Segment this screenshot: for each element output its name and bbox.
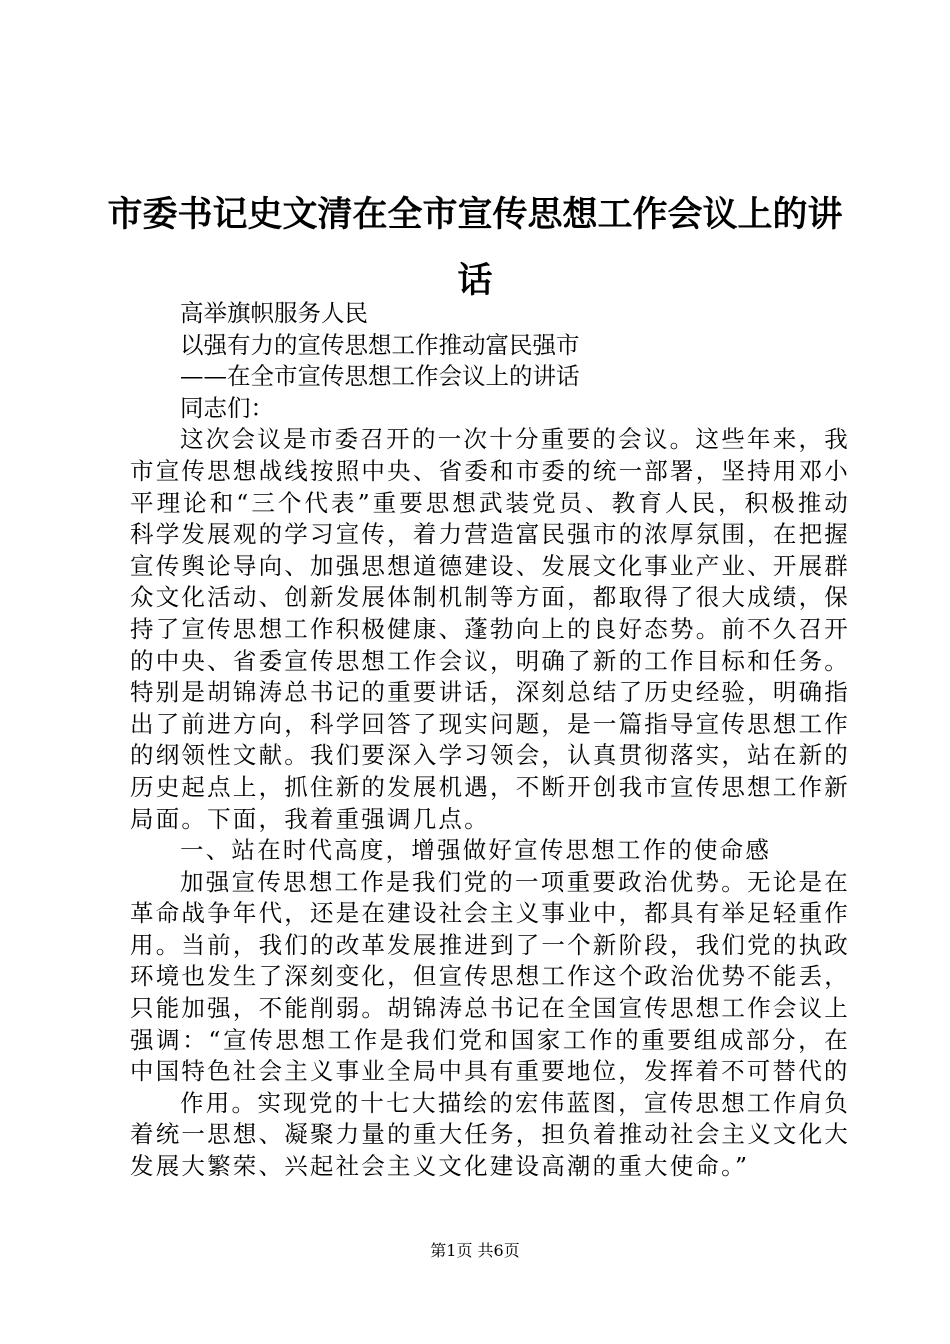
salutation: 同志们： [180,393,274,422]
document-body [130,298,850,1183]
subtitle-line: 以强有力的宣传思想工作推动富民强市 [180,330,580,359]
page-footer: 第1页 共6页 [430,1241,520,1260]
paragraph: 加强宣传思想工作是我们党的一项重要政治优势。无论是在革命战争年代，还是在建设社会主义事业中，都具有举足轻重作用。当前，我们的改革发展推进到了一个新阶段，我们党的执政环境也发生了深刻变化，但宣传思想工作这个政治优势不能丢，只能加强，不能削弱。胡锦涛总书记在全国宣传思想工作会议上强调：“宣传思想工作是我们党和国家工作的重要组成部分，在中国特色社会主义事业全局中具有重要地位，发挥着不可替代的 [130,867,850,1086]
section-heading: 一、站在时代高度，增强做好宣传思想工作的使命感 [180,836,772,865]
subtitle-line: ——在全市宣传思想工作会议上的讲话 [180,362,580,391]
paragraph: 这次会议是市委召开的一次十分重要的会议。这些年来，我市宣传思想战线按照中央、省委和市委的统一部署，坚持用邓小平理论和“三个代表”重要思想武装党员、教育人民，积极推动科学发展观的学习宣传，着力营造富民强市的浓厚氛围，在把握宣传舆论导向、加强思想道德建设、发展文化事业产业、开展群众文化活动、创新发展体制机制等方面，都取得了很大成绩，保持了宣传思想工作积极健康、蓬勃向上的良好态势。前不久召开的中央、省委宣传思想工作会议，明确了新的工作目标和任务。特别是胡锦涛总书记的重要讲话，深刻总结了历史经验，明确指出了前进方向，科学回答了现实问题，是一篇指导宣传思想工作的纲领性文献。我们要深入学习领会，认真贯彻落实，站在新的历史起点上，抓住新的发展机遇，不断开创我市宣传思想工作新局面。下面，我着重强调几点。 [130,425,850,833]
subtitle-line: 高举旗帜服务人民 [180,299,368,327]
document-title: 市委书记史文清在全市宣传思想工作会议上的讲话 [107,195,843,301]
paragraph: 作用。实现党的十七大描绘的宏伟蓝图，宣传思想工作肩负着统一思想、凝聚力量的重大任务，担负着推动社会主义文化大发展大繁荣、兴起社会主义文化建设高潮的重大使命。” [130,1088,850,1181]
